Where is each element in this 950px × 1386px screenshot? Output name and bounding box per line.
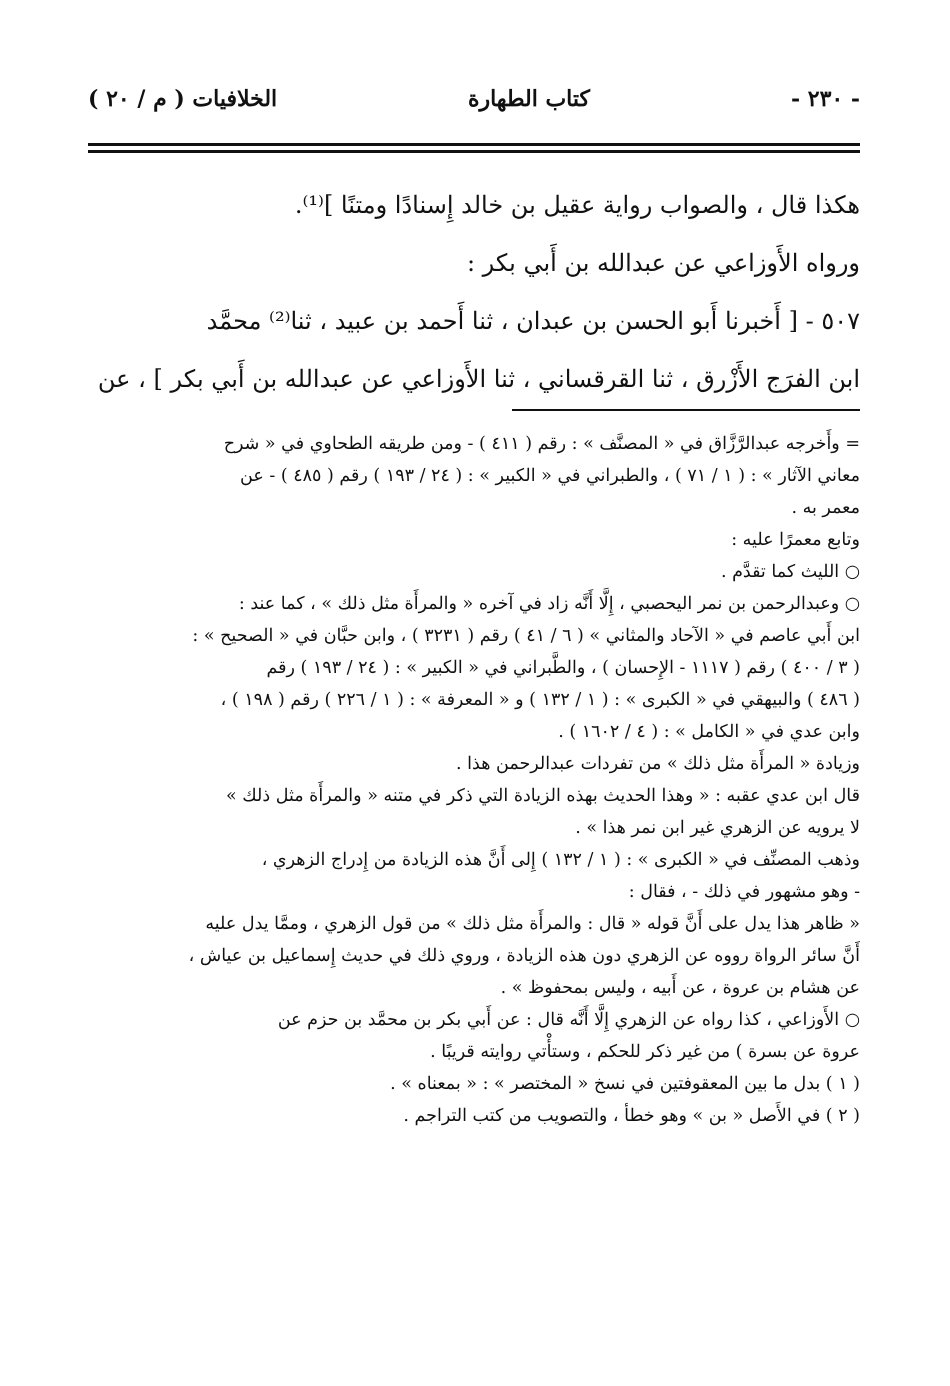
- note-line: ○ وعبدالرحمن بن نمر اليحصبي ، إِلَّا أَنَّه زاد في آخره « والمرأَة مثل ذلك » ، كما عند :: [238, 594, 860, 614]
- note-line: ○ الليث كما تقدَّم .: [720, 562, 860, 582]
- note-line: قال ابن عدي عقبه : « وهذا الحديث بهذه الزيادة التي ذكر في متنه « والمرأَة مثل ذلك »: [226, 786, 860, 806]
- note-line: ○ الأَوزاعي ، كذا رواه عن الزهري إِلَّا أَنَّه قال : عن أَبي بكر بن محمَّد بن حزم عن: [277, 1010, 860, 1030]
- note-line: ( ٤٨٦ ) والبيهقي في « الكبرى » : ( ١ / ١٣٢ ) و « المعرفة » : ( ١ / ٢٢٦ ) رقم ( ١٩٨ ) ،: [220, 690, 860, 710]
- note-line: = وأَخرجه عبدالرَّزَّاق في « المصنَّف » : رقم ( ٤١١ ) - ومن طريقه الطحاوي في « شرح: [223, 434, 860, 454]
- header-rule-bottom: [88, 150, 860, 153]
- note-line: وتابع معمرًا عليه :: [731, 530, 860, 550]
- footnotes-area: [88, 428, 860, 1132]
- note-line: وذهب المصنِّف في « الكبرى » : ( ١ / ١٣٢ ) إِلى أَنَّ هذه الزيادة من إِدراج الزهري ،: [261, 850, 860, 870]
- header-rule-top: [88, 143, 860, 146]
- book-title: كتاب الطهارة: [467, 86, 590, 112]
- main-text: [88, 176, 860, 408]
- page-number: - ٢٣٠ -: [790, 86, 860, 112]
- section-title: الخلافيات ( م / ٢٠ ): [88, 86, 278, 112]
- main-line: ابن الفرَج الأَزْرق ، ثنا القرقساني ، ثنا الأَوزاعي عن عبدالله بن أَبي بكر ] ، عن: [97, 365, 860, 393]
- footnote-1: ( ١ ) بدل ما بين المعقوفتين في نسخ « المختصر » : « بمعناه » .: [390, 1074, 860, 1094]
- note-line: وزيادة « المرأَة مثل ذلك » من تفردات عبدالرحمن هذا .: [456, 754, 860, 774]
- main-line: ورواه الأَوزاعي عن عبدالله بن أَبي بكر :: [466, 249, 860, 277]
- note-line: أَنَّ سائر الرواة رووه عن الزهري دون هذه الزيادة ، وروي ذلك في حديث إِسماعيل بن عياش ،: [188, 946, 860, 966]
- note-line: عن هشام بن عروة ، عن أَبيه ، وليس بمحفوظ » .: [500, 978, 860, 998]
- note-line: عروة عن بسرة ) من غير ذكر للحكم ، وستأْتي روايته قريبًا .: [430, 1042, 860, 1062]
- footnote-separator: [512, 409, 860, 411]
- footnote-2: ( ٢ ) في الأَصل « بن » وهو خطأ ، والتصويب من كتب التراجم .: [403, 1106, 860, 1126]
- note-line: ابن أَبي عاصم في « الآحاد والمثاني » ( ٦ / ٤١ ) رقم ( ٣٢٣١ ) ، وابن حبَّان في « الصحيح » :: [192, 626, 860, 646]
- note-line: - وهو مشهور في ذلك - ، فقال :: [628, 882, 860, 902]
- main-line: ٥٠٧ - [ أَخبرنا أَبو الحسن بن عبدان ، ثنا أَحمد بن عبيد ، ثنا⁽²⁾ محمَّد: [206, 307, 860, 335]
- note-line: معمر به .: [791, 498, 860, 518]
- note-line: وابن عدي في « الكامل » : ( ٤ / ١٦٠٢ ) .: [558, 722, 860, 742]
- note-line: معاني الآثار » : ( ١ / ٧١ ) ، والطبراني في « الكبير » : ( ٢٤ / ١٩٣ ) رقم ( ٤٨٥ ) - عن: [240, 466, 860, 486]
- main-line: هكذا قال ، والصواب رواية عقيل بن خالد إِسنادًا ومتنًا ]⁽¹⁾.: [294, 191, 860, 219]
- note-line: ( ٣ / ٤٠٠ ) رقم ( ١١١٧ - الإِحسان ) ، والطَّبراني في « الكبير » : ( ٢٤ / ١٩٣ ) رقم: [266, 658, 860, 678]
- note-line: لا يرويه عن الزهري غير ابن نمر هذا » .: [575, 818, 860, 838]
- note-line: « ظاهر هذا يدل على أَنَّ قوله « قال : والمرأَة مثل ذلك » من قول الزهري ، وممَّا يدل عليه: [205, 914, 860, 934]
- page-header: [88, 86, 860, 132]
